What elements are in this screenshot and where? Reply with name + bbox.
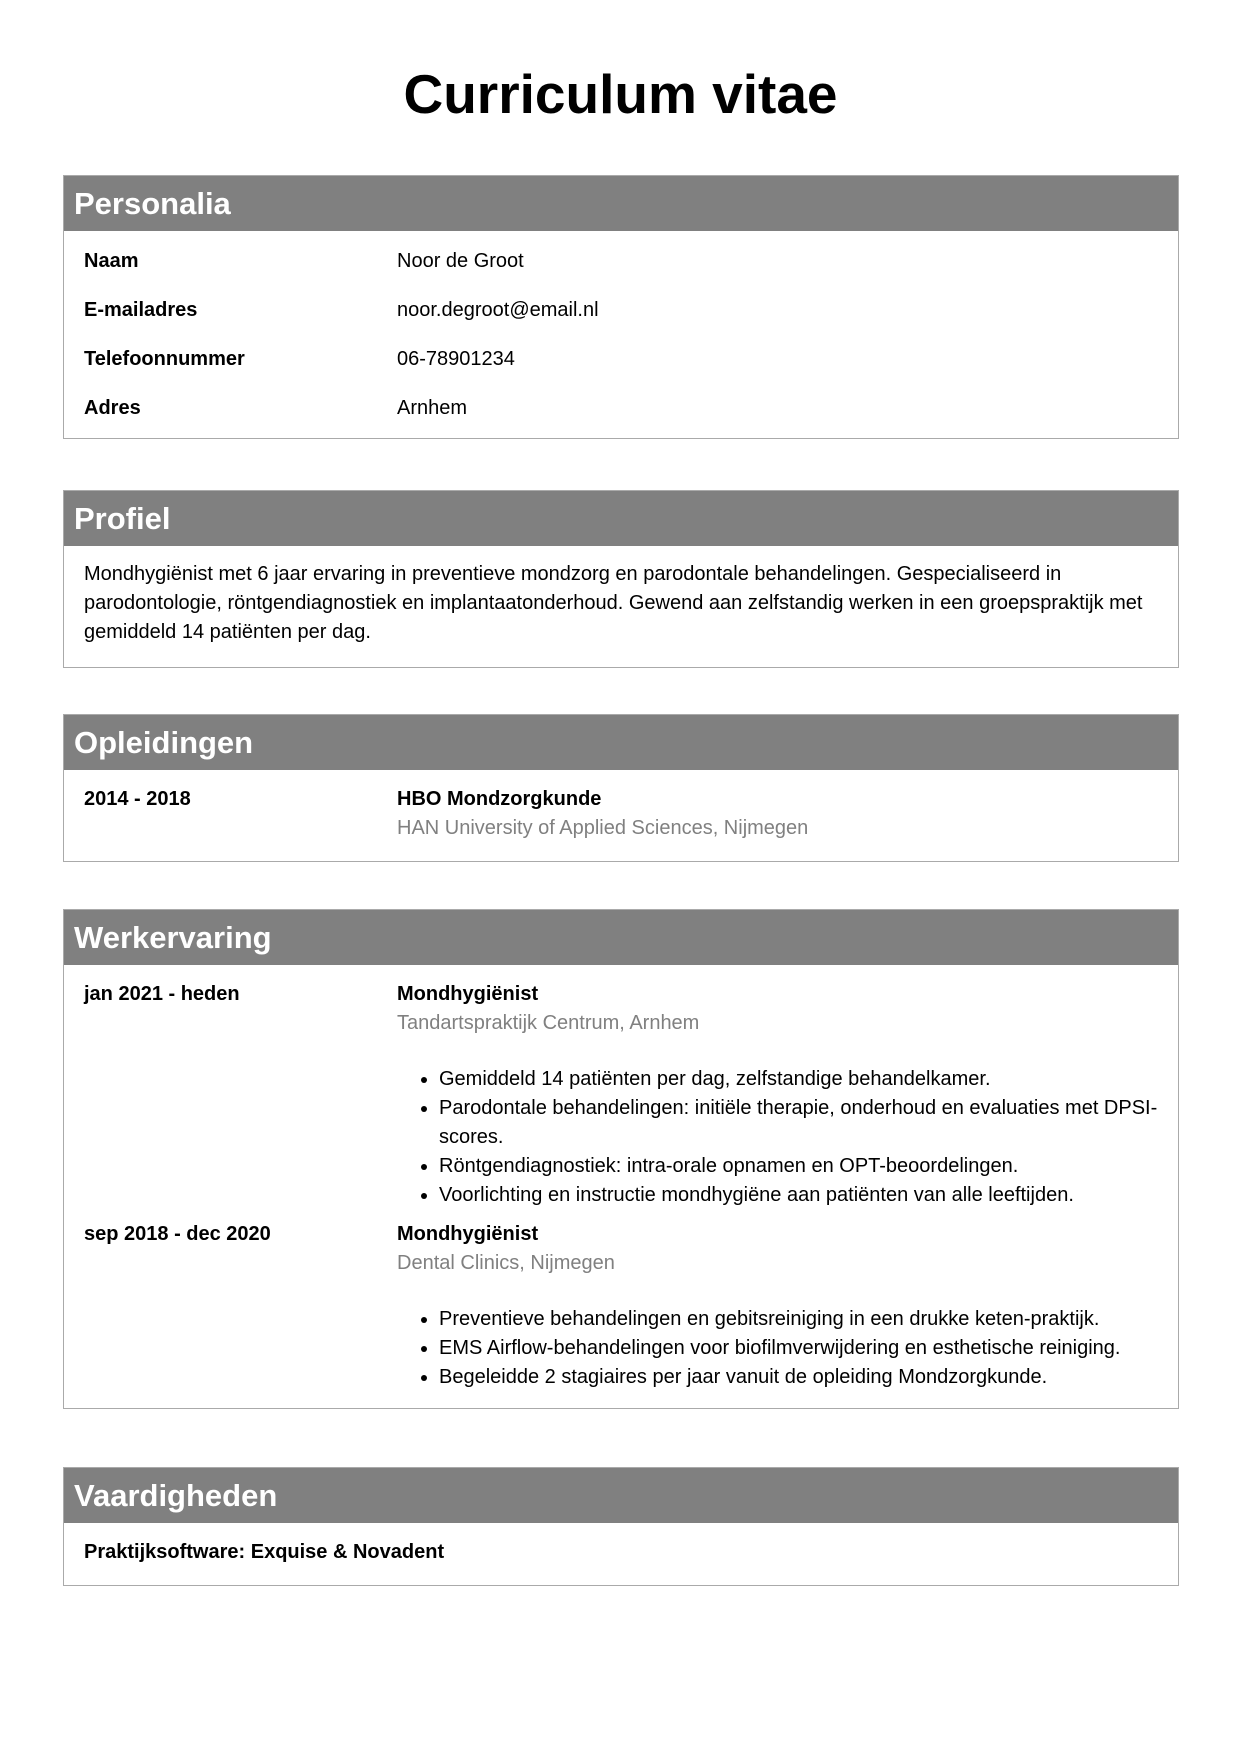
personalia-row-telefoon [84,345,1158,374]
list-item: • Röntgendiagnostiek: intra-orale opnamen en OPT-beoordelingen. [439,1152,1158,1181]
education-period: 2014 - 2018 [84,788,191,810]
section-profiel [63,490,1179,668]
employer: Tandartspraktijk Centrum, Arnhem [397,1012,700,1034]
field-value: 06-78901234 [397,348,515,370]
field-label: Naam [84,250,139,272]
work-entry [84,980,1158,1210]
work-period: jan 2021 - heden [84,983,240,1005]
work-period: sep 2018 - dec 2020 [84,1223,271,1245]
education-institution: HAN University of Applied Sciences, Nijmegen [397,817,809,839]
profile-text: Mondhygiënist met 6 jaar ervaring in preventieve mondzorg en parodontale behandelingen. Gespecialiseerd in parodontologie, röntgendiagnostiek en implantaatonderhoud. Gewend aan zelfstandig werken in een groepspraktijk met gemiddeld 14 patiënten per dag. [84,563,1143,643]
job-bullets [397,1065,1158,1210]
personalia-row-email [84,296,1158,325]
section-vaardigheden [63,1467,1179,1586]
list-item: • Preventieve behandelingen en gebitsreiniging in een drukke keten-praktijk. [439,1305,1158,1334]
section-heading-opleidingen: Opleidingen [64,715,1178,770]
section-heading-profiel: Profiel [64,491,1178,546]
job-title: Mondhygiënist [397,1223,539,1245]
list-item: • EMS Airflow-behandelingen voor biofilmverwijdering en esthetische reiniging. [439,1334,1158,1363]
section-heading-personalia: Personalia [64,176,1178,231]
field-label: E-mailadres [84,299,198,321]
document-title: Curriculum vitae [403,63,838,125]
field-value: Noor de Groot [397,250,524,272]
field-label: Telefoonnummer [84,348,245,370]
personalia-row-naam [84,247,1158,276]
work-details [397,1220,1158,1392]
section-heading-vaardigheden: Vaardigheden [64,1468,1178,1523]
employer: Dental Clinics, Nijmegen [397,1252,615,1274]
section-werkervaring [63,909,1179,1409]
personalia-body [64,231,1178,438]
field-value: Arnhem [397,397,468,419]
job-bullets [397,1305,1158,1392]
field-label: Adres [84,397,141,419]
list-item: • Begeleidde 2 stagiaires per jaar vanuit de opleiding Mondzorgkunde. [439,1363,1158,1392]
work-entry [84,1220,1158,1392]
list-item: • Voorlichting en instructie mondhygiëne aan patiënten van alle leeftijden. [439,1181,1158,1210]
job-title: Mondhygiënist [397,983,539,1005]
list-item: • Gemiddeld 14 patiënten per dag, zelfstandige behandelkamer. [439,1065,1158,1094]
skill-item: Praktijksoftware: Exquise & Novadent [84,1541,445,1563]
vaardigheden-body [64,1523,1178,1585]
werkervaring-body [64,965,1178,1408]
section-heading-werkervaring: Werkervaring [64,910,1178,965]
education-title: HBO Mondzorgkunde [397,788,602,810]
list-item: • Parodontale behandelingen: initiële therapie, onderhoud en evaluaties met DPSI-scores. [439,1094,1158,1152]
section-personalia [63,175,1179,439]
education-details [397,785,1158,843]
personalia-row-adres [84,394,1158,423]
opleidingen-body [64,770,1178,861]
profiel-body [64,546,1178,667]
work-details [397,980,1158,1210]
field-value: noor.degroot@email.nl [397,299,599,321]
section-opleidingen [63,714,1179,862]
education-entry [84,785,1158,843]
